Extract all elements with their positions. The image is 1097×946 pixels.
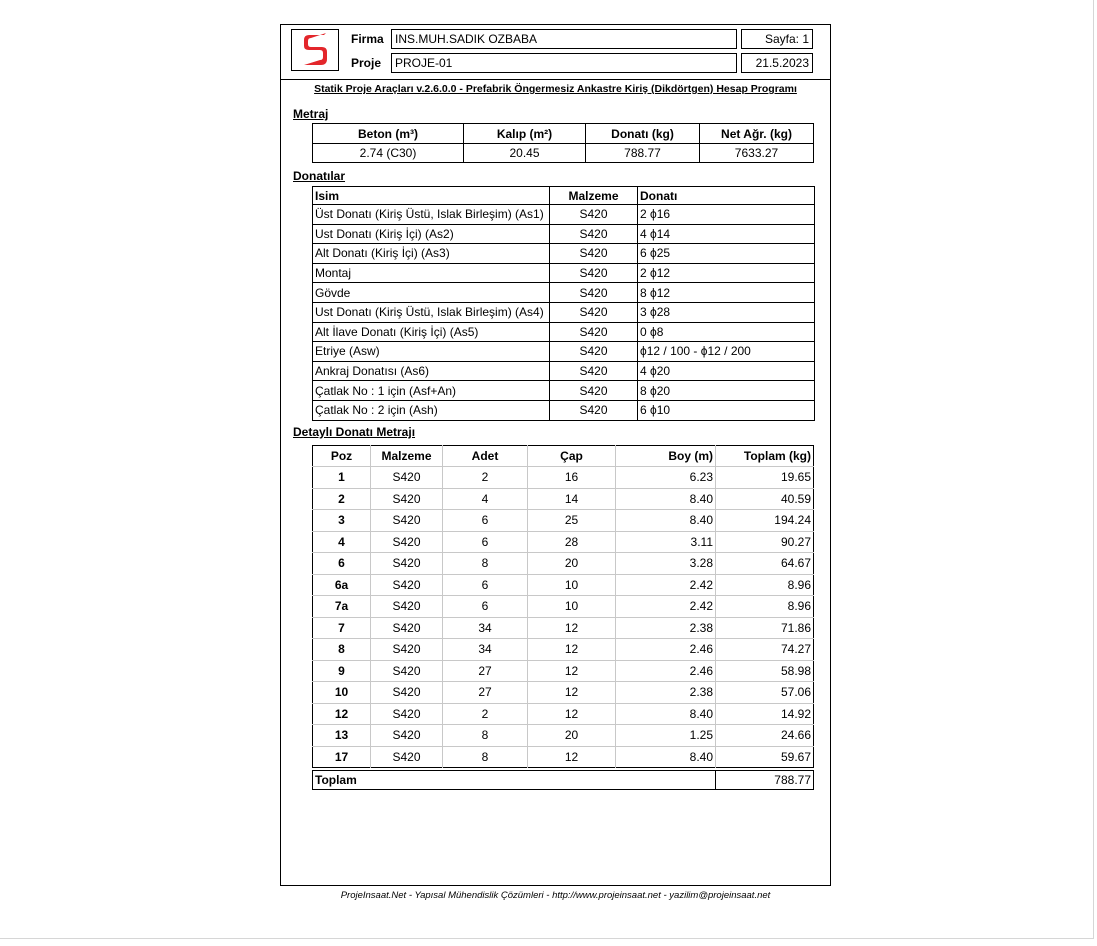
detayli-cell-poz: 6a: [313, 574, 371, 596]
detayli-cell-adet: 6: [443, 574, 528, 596]
donatilar-cell-donati: 2 ϕ16: [638, 205, 815, 225]
metraj-value-net-agr: 7633.27: [700, 144, 814, 163]
donatilar-header-row: [313, 187, 815, 205]
donatilar-cell-donati: 8 ϕ20: [638, 381, 815, 401]
metraj-header-beton: Beton (m³): [313, 124, 464, 144]
metraj-value-kalip: 20.45: [464, 144, 586, 163]
detayli-cell-cap: 12: [528, 617, 616, 639]
donatilar-cell-isim: Alt İlave Donatı (Kiriş İçi) (As5): [313, 322, 550, 342]
table-row: [313, 342, 815, 362]
detayli-cell-poz: 17: [313, 746, 371, 768]
firma-value: INS.MUH.SADIK OZBABA: [391, 29, 737, 49]
detayli-cell-adet: 6: [443, 510, 528, 532]
detayli-header-malzeme: Malzeme: [371, 446, 443, 467]
metraj-table: [312, 123, 814, 163]
detayli-cell-malzeme: S420: [371, 725, 443, 747]
detayli-cell-boy: 2.38: [616, 617, 716, 639]
firma-label: Firma: [351, 32, 384, 46]
table-row: [313, 488, 814, 510]
report-date: 21.5.2023: [741, 53, 813, 73]
detayli-cell-adet: 27: [443, 682, 528, 704]
detayli-cell-cap: 12: [528, 660, 616, 682]
detayli-cell-toplam: 194.24: [716, 510, 814, 532]
detayli-header-boy: Boy (m): [616, 446, 716, 467]
detayli-cell-poz: 3: [313, 510, 371, 532]
detayli-cell-adet: 8: [443, 746, 528, 768]
donatilar-cell-malzeme: S420: [550, 263, 638, 283]
table-row: [313, 553, 814, 575]
detayli-cell-cap: 12: [528, 639, 616, 661]
detayli-cell-boy: 8.40: [616, 510, 716, 532]
detayli-cell-boy: 2.42: [616, 596, 716, 618]
detayli-cell-malzeme: S420: [371, 617, 443, 639]
detayli-cell-cap: 10: [528, 596, 616, 618]
total-row: [313, 771, 814, 790]
detayli-cell-malzeme: S420: [371, 531, 443, 553]
detayli-cell-malzeme: S420: [371, 553, 443, 575]
detayli-cell-boy: 2.42: [616, 574, 716, 596]
detayli-cell-cap: 12: [528, 746, 616, 768]
detayli-cell-boy: 8.40: [616, 746, 716, 768]
detayli-cell-adet: 2: [443, 703, 528, 725]
donatilar-cell-malzeme: S420: [550, 342, 638, 362]
header-divider: [281, 79, 830, 80]
total-value: 788.77: [716, 771, 814, 790]
table-row: [313, 682, 814, 704]
page-number: Sayfa: 1: [741, 29, 813, 49]
detayli-cell-toplam: 71.86: [716, 617, 814, 639]
detayli-cell-boy: 2.46: [616, 660, 716, 682]
detayli-cell-cap: 10: [528, 574, 616, 596]
donatilar-table: [312, 186, 815, 421]
donatilar-cell-isim: Üst Donatı (Kiriş Üstü, Islak Birleşim) (As1): [313, 205, 550, 225]
detayli-cell-malzeme: S420: [371, 746, 443, 768]
detayli-cell-adet: 6: [443, 531, 528, 553]
metraj-header-kalip: Kalıp (m²): [464, 124, 586, 144]
detayli-cell-toplam: 8.96: [716, 574, 814, 596]
detayli-cell-toplam: 24.66: [716, 725, 814, 747]
detayli-cell-toplam: 74.27: [716, 639, 814, 661]
detayli-header-poz: Poz: [330, 449, 353, 463]
detayli-cell-malzeme: S420: [371, 596, 443, 618]
detayli-cell-adet: 34: [443, 639, 528, 661]
donatilar-cell-isim: Montaj: [313, 263, 550, 283]
donatilar-cell-malzeme: S420: [550, 224, 638, 244]
donatilar-cell-isim: Ust Donatı (Kiriş Üstü, Islak Birleşim) (As4): [313, 302, 550, 322]
donatilar-cell-malzeme: S420: [550, 205, 638, 225]
detayli-cell-poz: 13: [313, 725, 371, 747]
detayli-cell-malzeme: S420: [371, 639, 443, 661]
detayli-cell-poz: 4: [313, 531, 371, 553]
detayli-cell-poz: 9: [313, 660, 371, 682]
detayli-cell-adet: 6: [443, 596, 528, 618]
metraj-value-donati: 788.77: [586, 144, 700, 163]
donatilar-cell-donati: 4 ϕ14: [638, 224, 815, 244]
donatilar-cell-donati: 6 ϕ25: [638, 244, 815, 264]
detayli-cell-toplam: 59.67: [716, 746, 814, 768]
detayli-header-cap: Çap: [528, 446, 616, 467]
donatilar-cell-isim: Gövde: [313, 283, 550, 303]
table-row: [313, 263, 815, 283]
donatilar-cell-isim: Ust Donatı (Kiriş İçi) (As2): [313, 224, 550, 244]
detayli-cell-toplam: 14.92: [716, 703, 814, 725]
detayli-cell-cap: 28: [528, 531, 616, 553]
donatilar-cell-malzeme: S420: [550, 400, 638, 420]
detayli-cell-toplam: 64.67: [716, 553, 814, 575]
detayli-cell-toplam: 40.59: [716, 488, 814, 510]
detayli-cell-boy: 2.46: [616, 639, 716, 661]
detayli-cell-cap: 12: [528, 682, 616, 704]
company-logo: [291, 29, 339, 71]
detayli-cell-cap: 14: [528, 488, 616, 510]
table-row: [313, 400, 815, 420]
table-row: [313, 574, 814, 596]
donatilar-section-title: Donatılar: [293, 169, 346, 183]
table-row: [313, 510, 814, 532]
total-label: Toplam: [313, 771, 716, 790]
metraj-header-donati: Donatı (kg): [586, 124, 700, 144]
detayli-cell-cap: 25: [528, 510, 616, 532]
donatilar-cell-malzeme: S420: [550, 361, 638, 381]
detayli-cell-boy: 8.40: [616, 703, 716, 725]
table-row: [313, 224, 815, 244]
table-row: [313, 746, 814, 768]
detayli-cell-adet: 8: [443, 553, 528, 575]
table-row: [313, 617, 814, 639]
metraj-value-beton: 2.74 (C30): [313, 144, 464, 163]
detayli-cell-adet: 2: [443, 467, 528, 489]
table-row: [313, 725, 814, 747]
donatilar-cell-isim: Ankraj Donatısı (As6): [313, 361, 550, 381]
report-page: [280, 24, 831, 886]
detayli-cell-poz: 12: [313, 703, 371, 725]
detayli-cell-poz: 7: [313, 617, 371, 639]
donatilar-cell-malzeme: S420: [550, 381, 638, 401]
donatilar-cell-malzeme: S420: [550, 283, 638, 303]
detayli-cell-poz: 2: [313, 488, 371, 510]
donatilar-cell-isim: Etriye (Asw): [313, 342, 550, 362]
detayli-cell-malzeme: S420: [371, 682, 443, 704]
total-table: [312, 770, 814, 790]
donatilar-cell-donati: 3 ϕ28: [638, 302, 815, 322]
table-row: [313, 283, 815, 303]
donatilar-header-isim: Isim: [313, 187, 550, 205]
donatilar-header-malzeme: Malzeme: [550, 187, 638, 205]
detayli-cell-boy: 6.23: [616, 467, 716, 489]
detayli-cell-malzeme: S420: [371, 488, 443, 510]
donatilar-cell-isim: Alt Donatı (Kiriş İçi) (As3): [313, 244, 550, 264]
detayli-cell-toplam: 58.98: [716, 660, 814, 682]
detayli-cell-malzeme: S420: [371, 574, 443, 596]
detayli-cell-boy: 3.28: [616, 553, 716, 575]
detayli-cell-poz: 1: [313, 467, 371, 489]
document-title: Statik Proje Araçları v.2.6.0.0 - Prefabrik Öngermesiz Ankastre Kiriş (Dikdörtgen) Hesap Programı: [314, 83, 797, 95]
detayli-cell-toplam: 8.96: [716, 596, 814, 618]
donatilar-cell-donati: 8 ϕ12: [638, 283, 815, 303]
page-footer: ProjeInsaat.Net - Yapısal Mühendislik Çözümleri - http://www.projeinsaat.net - yazilim@projeinsaat.net: [340, 890, 771, 901]
table-row: [313, 244, 815, 264]
table-row: [313, 467, 814, 489]
detayli-cell-adet: 27: [443, 660, 528, 682]
donatilar-cell-malzeme: S420: [550, 302, 638, 322]
table-row: [313, 381, 815, 401]
table-row: [313, 703, 814, 725]
detayli-cell-toplam: 19.65: [716, 467, 814, 489]
detayli-header-adet: Adet: [443, 446, 528, 467]
metraj-header-row: [313, 124, 814, 144]
detayli-cell-adet: 4: [443, 488, 528, 510]
detayli-cell-adet: 34: [443, 617, 528, 639]
detayli-cell-poz: 6: [313, 553, 371, 575]
donatilar-cell-donati: 6 ϕ10: [638, 400, 815, 420]
donatilar-cell-malzeme: S420: [550, 244, 638, 264]
detayli-header-row: [313, 446, 814, 467]
donatilar-cell-donati: 4 ϕ20: [638, 361, 815, 381]
detayli-cell-malzeme: S420: [371, 660, 443, 682]
donatilar-header-donati: Donatı: [638, 187, 815, 205]
donatilar-cell-isim: Çatlak No : 1 için (Asf+An): [313, 381, 550, 401]
donatilar-cell-malzeme: S420: [550, 322, 638, 342]
table-row: [313, 531, 814, 553]
detayli-cell-poz: 7a: [313, 596, 371, 618]
detayli-cell-adet: 8: [443, 725, 528, 747]
detayli-cell-malzeme: S420: [371, 703, 443, 725]
table-row: [313, 596, 814, 618]
detayli-cell-poz: 10: [313, 682, 371, 704]
detayli-cell-poz: 8: [313, 639, 371, 661]
table-row: [313, 660, 814, 682]
detayli-cell-boy: 3.11: [616, 531, 716, 553]
metraj-header-net-agr: Net Ağr. (kg): [700, 124, 814, 144]
detayli-header-toplam: Toplam (kg): [716, 446, 814, 467]
table-row: [313, 639, 814, 661]
table-row: [313, 322, 815, 342]
detayli-cell-boy: 1.25: [616, 725, 716, 747]
detayli-cell-toplam: 90.27: [716, 531, 814, 553]
table-row: [313, 361, 815, 381]
table-row: [313, 302, 815, 322]
metraj-section-title: Metraj: [293, 107, 329, 121]
donatilar-cell-donati: 0 ϕ8: [638, 322, 815, 342]
metraj-value-row: [313, 144, 814, 163]
detayli-cell-cap: 16: [528, 467, 616, 489]
detayli-cell-boy: 8.40: [616, 488, 716, 510]
detayli-cell-boy: 2.38: [616, 682, 716, 704]
donatilar-cell-isim: Çatlak No : 2 için (Ash): [313, 400, 550, 420]
donatilar-cell-donati: 2 ϕ12: [638, 263, 815, 283]
logo-s-icon: [300, 32, 330, 68]
detayli-cell-malzeme: S420: [371, 510, 443, 532]
proje-label: Proje: [351, 56, 382, 70]
detayli-cell-cap: 20: [528, 725, 616, 747]
detayli-cell-cap: 20: [528, 553, 616, 575]
detayli-table: [312, 445, 814, 768]
table-row: [313, 205, 815, 225]
detayli-cell-toplam: 57.06: [716, 682, 814, 704]
detayli-cell-cap: 12: [528, 703, 616, 725]
detayli-section-title: Detaylı Donatı Metrajı: [293, 425, 416, 439]
detayli-cell-malzeme: S420: [371, 467, 443, 489]
donatilar-cell-donati: ϕ12 / 100 - ϕ12 / 200: [638, 342, 815, 362]
proje-value: PROJE-01: [391, 53, 737, 73]
